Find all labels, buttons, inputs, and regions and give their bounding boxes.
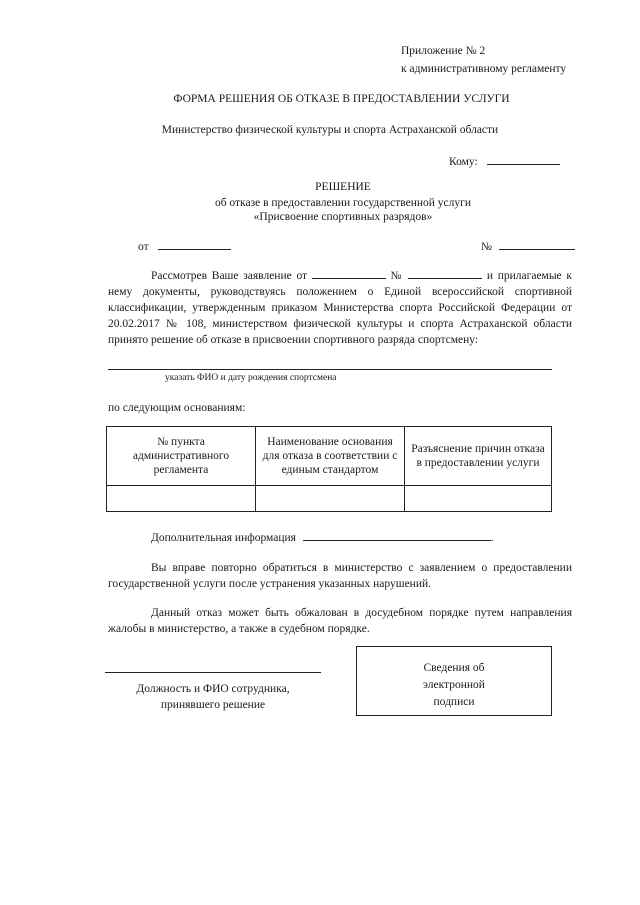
recipient-field bbox=[449, 152, 560, 169]
table-cell bbox=[256, 486, 405, 512]
table-cell bbox=[107, 486, 256, 512]
table-row bbox=[107, 486, 552, 512]
reapply-paragraph: Вы вправе повторно обратиться в министерство с заявлением о предоставлении государственной услуги после устранения указанных нарушений. bbox=[108, 562, 572, 590]
signature-line bbox=[105, 672, 321, 673]
ministry-name: Министерство физической культуры и спорта Астраханской области bbox=[161, 124, 499, 136]
recipient-label: Кому: bbox=[449, 156, 478, 168]
form-title: ФОРМА РЕШЕНИЯ ОБ ОТКАЗЕ В ПРЕДОСТАВЛЕНИИ УСЛУГИ bbox=[173, 93, 510, 105]
athlete-line bbox=[108, 369, 552, 370]
decision-number-field bbox=[481, 237, 575, 254]
table-header-row bbox=[107, 427, 552, 486]
decision-subtitle: об отказе в предоставлении государственной услуги bbox=[214, 197, 472, 209]
esign-line-1: Сведения об bbox=[423, 662, 485, 674]
decision-date-blank bbox=[158, 237, 231, 250]
appendix-number: Приложение № 2 bbox=[401, 45, 486, 57]
signature-decision-label: принявшего решение bbox=[160, 699, 266, 711]
recipient-blank bbox=[487, 152, 560, 165]
decision-paragraph bbox=[108, 266, 572, 348]
service-name: «Присвоение спортивных разрядов» bbox=[253, 211, 433, 223]
decision-number-blank bbox=[499, 237, 575, 250]
application-number-label: № bbox=[390, 270, 404, 282]
decision-title: РЕШЕНИЕ bbox=[315, 181, 371, 193]
grounds-table bbox=[106, 426, 552, 512]
appendix-regulation: к административному регламенту bbox=[401, 63, 567, 75]
additional-info-period: . bbox=[490, 532, 494, 544]
decision-date-label: от bbox=[138, 241, 149, 253]
additional-info-field bbox=[151, 528, 494, 545]
esign-line-3: подписи bbox=[433, 696, 475, 708]
athlete-caption: указать ФИО и дату рождения спортсмена bbox=[165, 373, 337, 383]
application-date-blank bbox=[312, 266, 386, 279]
grounds-label: по следующим основаниям: bbox=[108, 402, 246, 414]
decision-date-field bbox=[138, 237, 231, 254]
additional-info-blank bbox=[303, 528, 491, 541]
table-header-regulation-item: № пункта административного регламента bbox=[107, 427, 256, 486]
electronic-signature-box bbox=[356, 646, 552, 716]
decision-number-label: № bbox=[481, 241, 492, 253]
table-cell bbox=[405, 486, 552, 512]
additional-info-label: Дополнительная информация bbox=[151, 532, 296, 544]
application-from-label: Рассмотрев Ваше заявление от bbox=[151, 270, 308, 282]
table-header-refusal-ground: Наименование основания для отказа в соответствии с единым стандартом bbox=[256, 427, 405, 486]
esign-line-2: электронной bbox=[423, 679, 485, 691]
signature-position-label: Должность и ФИО сотрудника, bbox=[136, 683, 290, 695]
appeal-paragraph: Данный отказ может быть обжалован в досудебном порядке путем направления жалобы в министерство, а также в судебном порядке. bbox=[108, 607, 572, 635]
application-number-blank bbox=[408, 266, 482, 279]
decision-paragraph-text: и прилагаемые к нему документы, руководствуясь положением о Единой всероссийской спортивной классификации, утвержденным приказом Министерства спорта Российской Федерации от 20.02.2017 № 108, министерством физической культуры и спорта Астраханской области принято решение об отказе в присвоении спортивного разряда спортсмену: bbox=[108, 270, 572, 346]
table-header-explanation: Разъяснение причин отказа в предоставлении услуги bbox=[405, 427, 552, 486]
